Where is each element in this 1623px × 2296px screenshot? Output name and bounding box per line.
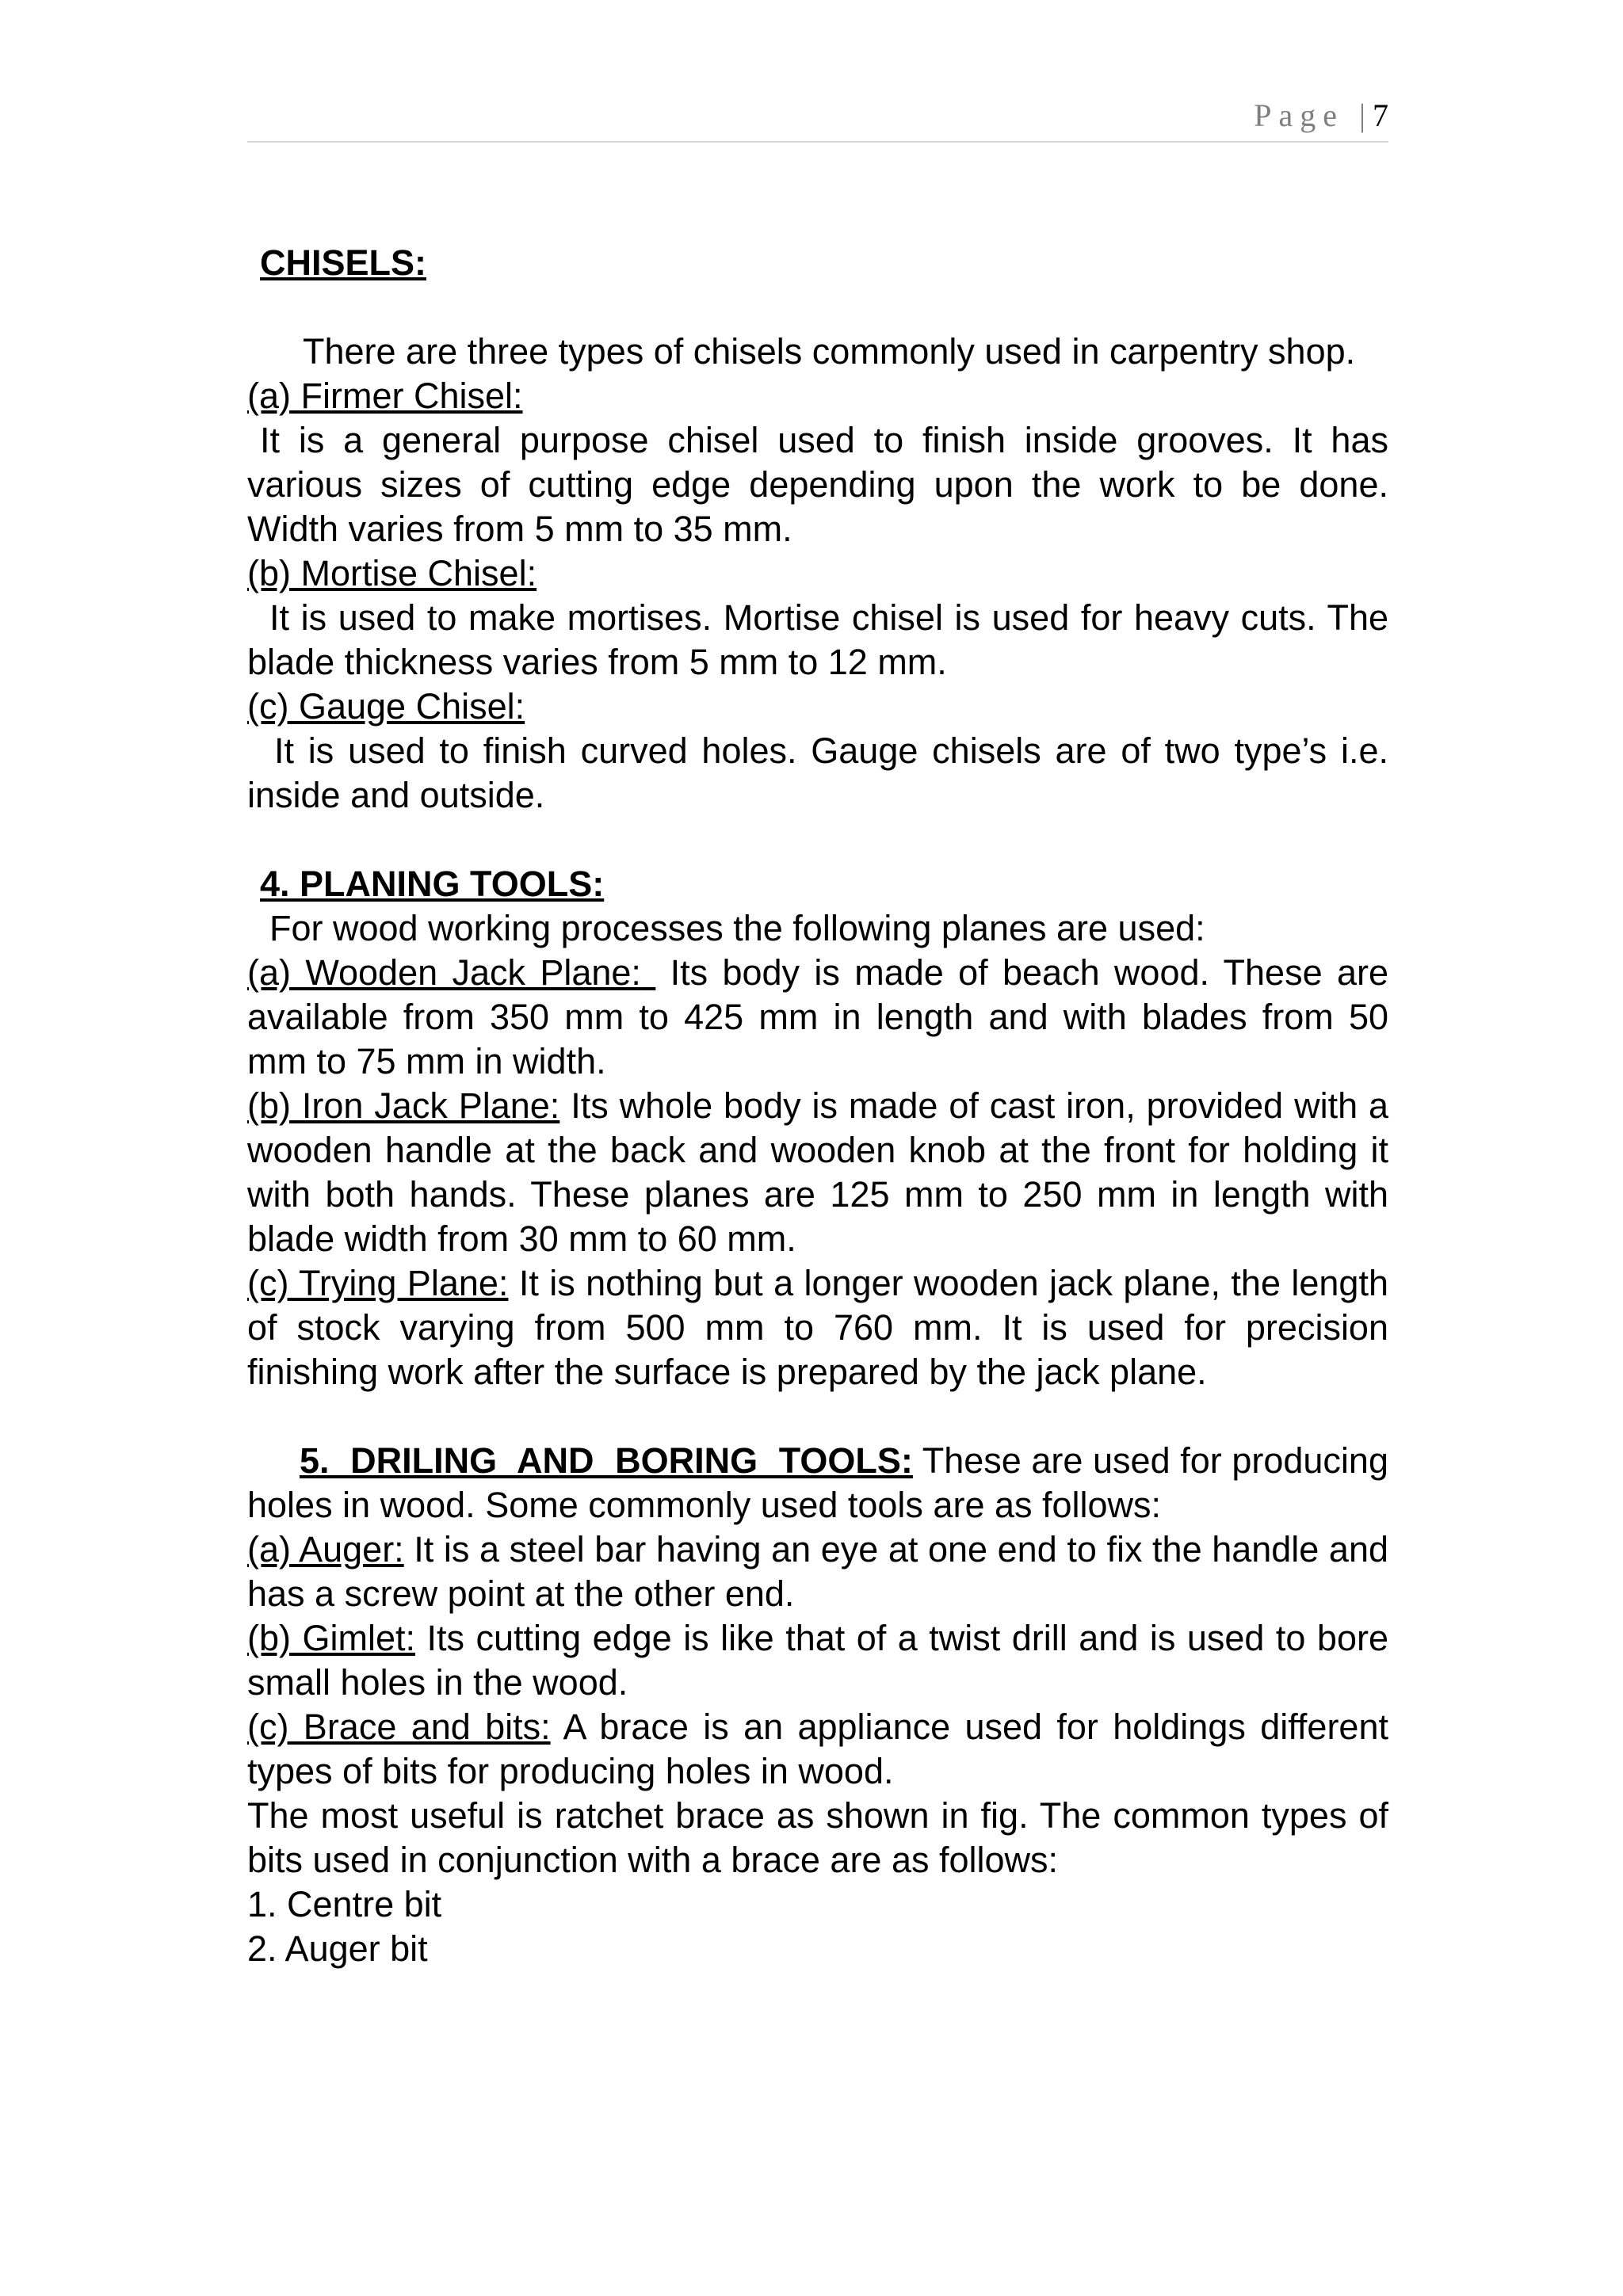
drilling-heading: 5. DRILING AND BORING TOOLS: xyxy=(300,1440,913,1481)
list-item: 1. Centre bit xyxy=(247,1884,442,1924)
firmer-chisel-text: It is a general purpose chisel used to finish inside grooves. It has various sizes of cutting edge depending upon the work to be done. Width varies from 5 mm to 35 mm. xyxy=(247,420,1388,549)
chisels-intro: There are three types of chisels commonly used in carpentry shop. xyxy=(303,331,1356,372)
wooden-jack-plane-label: (a) Wooden Jack Plane: xyxy=(247,952,641,993)
trying-plane xyxy=(247,1261,1388,1394)
page-label-text: Page | xyxy=(1254,97,1373,133)
trying-plane-label: (c) Trying Plane: xyxy=(247,1263,509,1303)
section-drilling xyxy=(247,1439,1388,1527)
auger xyxy=(247,1527,1388,1616)
document-body xyxy=(247,241,1388,1971)
spacer xyxy=(247,1394,1388,1439)
gimlet-label: (b) Gimlet: xyxy=(247,1618,416,1658)
trying-plane-text: It is nothing but a longer wooden jack plane, the length of stock varying from 500 mm to 760 mm. It is used for precision finishing work after the surface is prepared by the jack plane. xyxy=(247,1263,1388,1392)
brace-and-bits-label: (c) Brace and bits: xyxy=(247,1707,551,1747)
firmer-chisel-label: (a) Firmer Chisel: xyxy=(247,376,523,416)
ratchet-brace-text: The most useful is ratchet brace as shown in fig. The common types of bits used in conjunction with a brace are as follows: xyxy=(247,1795,1388,1880)
list-item: 2. Auger bit xyxy=(247,1928,428,1969)
mortise-chisel-text: It is used to make mortises. Mortise chisel is used for heavy cuts. The blade thickness varies from 5 mm to 12 mm. xyxy=(247,597,1388,682)
planing-intro: For wood working processes the following planes are used: xyxy=(269,908,1205,948)
label-gap xyxy=(641,952,655,993)
brace-and-bits-text: A brace is an appliance used for holdings different types of bits for producing holes in wood. xyxy=(247,1707,1388,1791)
wooden-jack-plane-text: Its body is made of beach wood. These are available from 350 mm to 425 mm in length and with blades from 50 mm to 75 mm in width. xyxy=(247,952,1388,1081)
planing-heading: 4. PLANING TOOLS: xyxy=(260,864,605,904)
iron-jack-plane-label: (b) Iron Jack Plane: xyxy=(247,1085,560,1126)
gauge-chisel-text: It is used to finish curved holes. Gauge chisels are of two type’s i.e. inside and outside. xyxy=(247,730,1388,815)
iron-jack-plane xyxy=(247,1084,1388,1261)
mortise-chisel-label-line xyxy=(247,551,1388,596)
gauge-chisel-label: (c) Gauge Chisel: xyxy=(247,686,525,727)
gauge-chisel-label-line xyxy=(247,685,1388,729)
mortise-chisel-label: (b) Mortise Chisel: xyxy=(247,553,537,593)
chisels-heading: CHISELS: xyxy=(260,242,427,283)
firmer-chisel-label-line xyxy=(247,374,1388,418)
iron-jack-plane-text: Its whole body is made of cast iron, provided with a wooden handle at the back and wooden knob at the front for holding it with both hands. These planes are 125 mm to 250 mm in length with blade width from 30 mm to 60 mm. xyxy=(247,1085,1389,1259)
section-planing xyxy=(247,862,1388,906)
section-chisels xyxy=(247,241,1388,285)
spacer xyxy=(247,818,1388,862)
wooden-jack-plane xyxy=(247,951,1388,1084)
drilling-intro: These are used for producing holes in wood. Some commonly used tools are as follows: xyxy=(247,1440,1388,1525)
page-header xyxy=(247,97,1388,143)
gimlet xyxy=(247,1616,1388,1705)
brace-and-bits xyxy=(247,1705,1388,1794)
page-number: 7 xyxy=(1373,97,1388,133)
page-number-label xyxy=(1254,97,1388,134)
spacer xyxy=(247,285,1388,330)
auger-text: It is a steel bar having an eye at one end to fix the handle and has a screw point at the other end. xyxy=(247,1529,1388,1614)
auger-label: (a) Auger: xyxy=(247,1529,404,1569)
gimlet-text: Its cutting edge is like that of a twist drill and is used to bore small holes in the wood. xyxy=(247,1618,1389,1703)
